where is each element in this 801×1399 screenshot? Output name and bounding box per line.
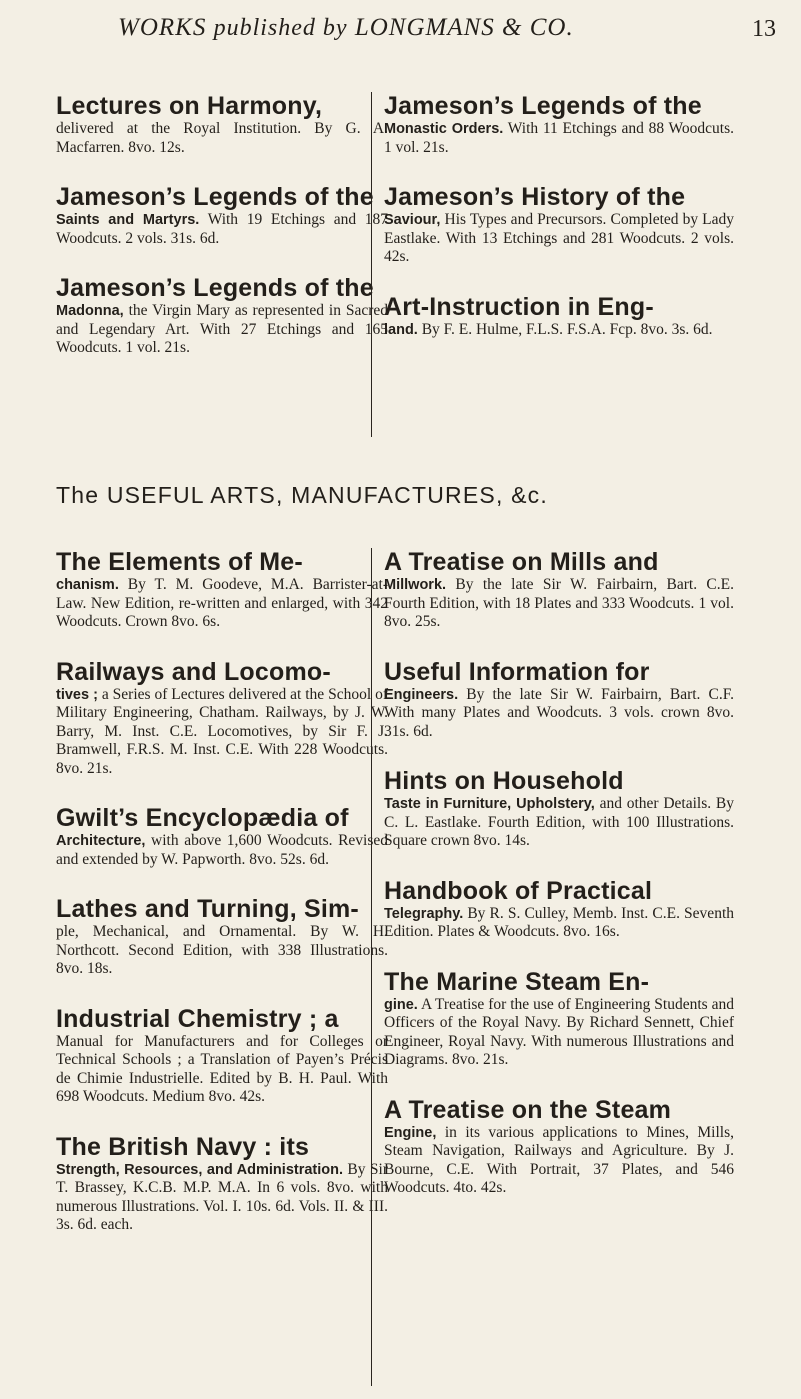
book-title: Jameson’s History of the [384, 183, 686, 211]
book-details: By Sir T. Brassey, K.C.B. M.P. M.A. In 6 vols. 8vo. with numerous Illustrations. Vol. I. 10s. 6d. Vols. II. & III. 3s. 6d. each. [56, 1160, 388, 1233]
book-description [384, 905, 734, 942]
book-title: A Treatise on the Steam [384, 1095, 672, 1124]
page-number: 13 [752, 16, 776, 42]
book-title: Jameson’s Legends of the [56, 183, 374, 211]
top-right-column [384, 92, 734, 365]
running-header [0, 14, 801, 54]
book-subtitle: Engineers. [384, 686, 459, 703]
book-details: By the late Sir W. Fairbairn, Bart. C.F. With many Plates and Woodcuts. 3 vols. crown 8vo. 31s. 6d. [384, 685, 734, 740]
book-subtitle: Strength, Resources, and Administration. [56, 1161, 344, 1178]
book-description [56, 211, 388, 248]
book-description [56, 686, 388, 779]
book-details: ple, Mechanical, and Ornamental. By W. H. Northcott. Second Edition, with 338 Illustrations. 8vo. 18s. [56, 923, 388, 977]
book-entry [56, 1133, 388, 1235]
book-subtitle: gine. [384, 996, 418, 1013]
book-entry [56, 92, 388, 157]
book-details: A Treatise for the use of Engineering Students and Officers of the Royal Navy. By Richard Sennett, Chief Engineer, Royal Navy. With numerous Illustrations and Diagrams. 8vo. 21s. [384, 995, 734, 1068]
book-subtitle: Monastic Orders. [384, 121, 504, 137]
book-description [56, 832, 388, 869]
book-entry [384, 658, 734, 742]
book-entry [384, 548, 734, 632]
book-entry [56, 1005, 388, 1107]
book-entry [56, 183, 388, 248]
book-subtitle: land. [384, 321, 418, 338]
book-subtitle: Engine, [384, 1124, 437, 1141]
top-left-column [56, 92, 388, 384]
book-title: Handbook of Practical [384, 876, 653, 905]
book-details: Manual for Manufacturers and for Colleges or Technical Schools ; a Translation of Payen’s Précis de Chimie Industrielle. Edited by B. H. Paul. With 698 Woodcuts. Medium 8vo. 42s. [56, 1032, 388, 1105]
book-subtitle: Architecture, [56, 833, 146, 849]
book-entry [384, 293, 734, 340]
book-details: His Types and Precursors. Completed by Lady Eastlake. With 13 Etchings and 281 Woodcuts. 2 vols. 42s. [384, 211, 734, 265]
running-head-published-by: published by [213, 15, 348, 41]
book-details: and other Details. By C. L. Eastlake. Fourth Edition, with 100 Illustrations. Square crown 8vo. 14s. [384, 795, 734, 849]
book-details: With 11 Etchings and 88 Woodcuts. 1 vol. 21s. [384, 120, 735, 156]
book-description [384, 576, 734, 632]
book-details: By R. S. Culley, Memb. Inst. C.E. Seventh Edition. Plates & Woodcuts. 8vo. 16s. [384, 904, 734, 940]
book-title: Jameson’s Legends of the [384, 92, 702, 120]
book-title: Jameson’s Legends of the [56, 274, 374, 302]
book-title: The Marine Steam En- [384, 967, 650, 996]
book-description [56, 1033, 388, 1107]
book-details: the Virgin Mary as represented in Sacred and Legendary Art. With 27 Etchings and 165 Woodcuts. 1 vol. 21s. [56, 302, 389, 356]
book-entry [56, 548, 388, 632]
book-title: Art-Instruction in Eng- [384, 292, 654, 321]
running-head-publisher: LONGMANS & CO. [354, 14, 574, 41]
book-title: Industrial Chemistry ; a [56, 1004, 339, 1033]
book-title: Railways and Locomo- [56, 657, 331, 686]
book-entry [56, 274, 388, 358]
book-title: A Treatise on Mills and [384, 548, 659, 576]
book-subtitle: Saints and Martyrs. [56, 212, 200, 228]
book-subtitle: Taste in Furniture, Upholstery, [384, 796, 595, 812]
book-entry [384, 968, 734, 1070]
book-entry [56, 895, 388, 979]
book-details: in its various applications to Mines, Mills, Steam Navigation, Railways and Agriculture. By J. Bourne, C.E. With Portrait, 37 Plates, and 546 Woodcuts. 4to. 42s. [384, 1123, 734, 1196]
book-description [56, 923, 388, 979]
book-entry [384, 1096, 734, 1198]
book-description [384, 211, 734, 267]
book-entry [384, 183, 734, 267]
book-entry [384, 877, 734, 942]
book-description [384, 996, 734, 1070]
book-description [56, 120, 388, 157]
book-subtitle: Millwork. [384, 577, 447, 593]
book-entry [384, 767, 734, 851]
book-description [384, 1124, 734, 1198]
book-title: The British Navy : its [56, 1132, 310, 1161]
section-heading: The USEFUL ARTS, MANUFACTURES, &c. [56, 482, 548, 508]
book-description [56, 1161, 388, 1235]
book-subtitle: chanism. [56, 577, 119, 593]
book-title: Gwilt’s Encyclopædia of [56, 804, 349, 832]
book-entry [56, 658, 388, 779]
book-details: By the late Sir W. Fairbairn, Bart. C.E. Fourth Edition, with 18 Plates and 333 Woodcuts. 1 vol. 8vo. 25s. [384, 576, 734, 630]
book-description [384, 795, 734, 851]
book-details: With 19 Etchings and 187 Woodcuts. 2 vols. 31s. 6d. [56, 211, 389, 247]
book-subtitle: Saviour, [384, 212, 441, 228]
book-title: Lathes and Turning, Sim- [56, 895, 359, 923]
bottom-right-column [384, 548, 734, 1224]
book-description [384, 321, 734, 340]
column-divider-bottom [371, 548, 372, 1386]
book-description [56, 576, 388, 632]
running-head-works: WORKS [118, 14, 207, 41]
book-description [384, 120, 734, 157]
book-title: Useful Information for [384, 657, 650, 686]
book-subtitle: Telegraphy. [384, 905, 464, 922]
running-head [118, 14, 574, 42]
book-entry [56, 804, 388, 869]
book-subtitle: tives ; [56, 686, 98, 703]
book-entry [384, 92, 734, 157]
book-details: By F. E. Hulme, F.L.S. F.S.A. Fcp. 8vo. 3s. 6d. [421, 320, 713, 338]
book-title: The Elements of Me- [56, 548, 303, 576]
book-description [384, 686, 734, 742]
column-divider-top [371, 92, 372, 437]
book-subtitle: Madonna, [56, 303, 124, 319]
book-details: a Series of Lectures delivered at the School of Military Engineering, Chatham. Railways, by J. W. Barry, M. Inst. C.E. Locomotives, by Sir F. J. Bramwell, F.R.S. M. Inst. C.E. With 228 Woodcuts. 8vo. 21s. [56, 685, 388, 777]
book-details: By T. M. Goodeve, M.A. Barrister-at-Law. New Edition, re-written and enlarged, with 342 Woodcuts. Crown 8vo. 6s. [56, 576, 389, 630]
bottom-left-column [56, 548, 388, 1261]
book-details: delivered at the Royal Institution. By G. A. Macfarren. 8vo. 12s. [56, 120, 388, 156]
book-title: Hints on Household [384, 767, 624, 795]
book-title: Lectures on Harmony, [56, 92, 323, 120]
book-description [56, 302, 388, 358]
book-details: with above 1,600 Woodcuts. Revised and extended by W. Papworth. 8vo. 52s. 6d. [56, 832, 388, 868]
